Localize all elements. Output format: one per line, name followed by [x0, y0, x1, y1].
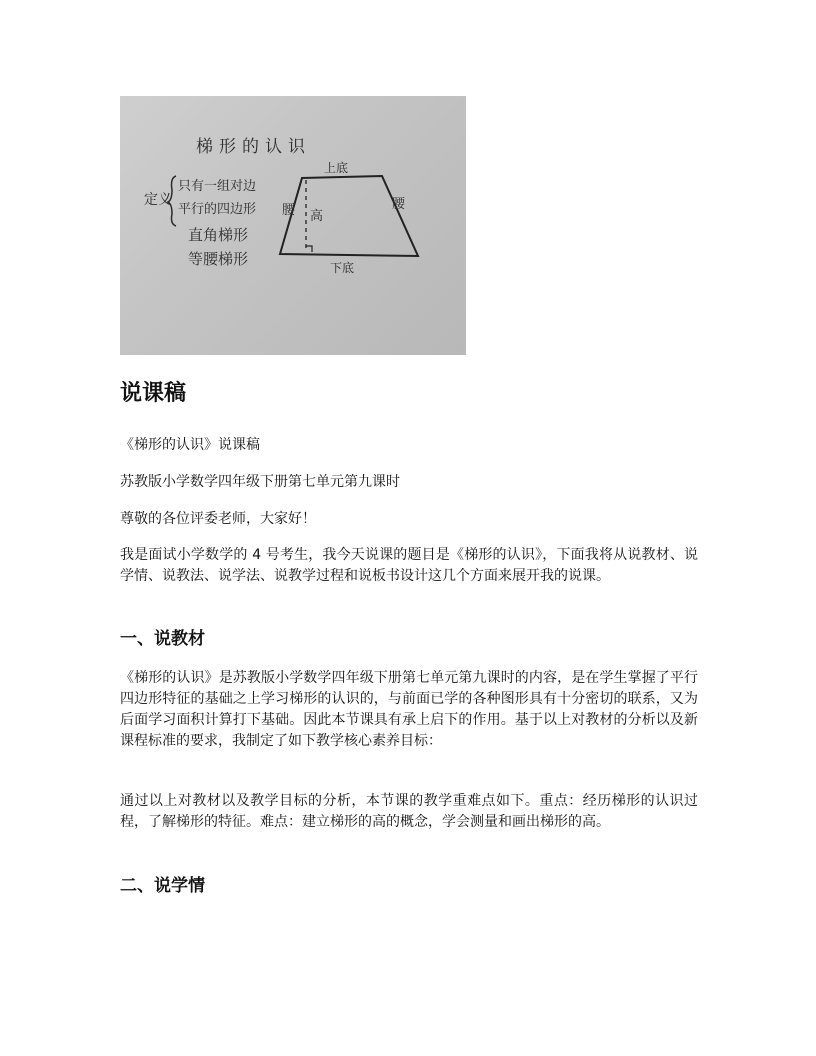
trapezoid-sketch-image	[120, 96, 466, 355]
photo-label-top-base: 上底	[324, 161, 349, 175]
photo-label-leg-right: 腰	[392, 197, 406, 212]
trapezoid-shape	[280, 176, 418, 256]
photo-title: 梯形的认识	[196, 137, 311, 157]
right-angle-mark	[306, 246, 312, 252]
photo-type1: 直角梯形	[188, 226, 249, 244]
doc-material-paragraph: 《梯形的认识》是苏教版小学数学四年级下册第七单元第九课时的内容，是在学生掌握了平行四边形特征的基础之上学习梯形的认识的，与前面已学的各种图形具有十分密切的联系，又为后面学习面积计算打下基础。因此本节课具有承上启下的作用。基于以上对教材的分析以及新课程标准的要求，我制定了如下教学核心素养目标：	[120, 670, 698, 749]
doc-greeting: 尊敬的各位评委老师，大家好！	[120, 511, 316, 527]
doc-course-info: 苏教版小学数学四年级下册第七单元第九课时	[120, 474, 400, 490]
photo-definition-line2: 平行的四边形	[178, 202, 257, 217]
doc-subtitle: 《梯形的认识》说课稿	[120, 437, 260, 453]
doc-key-points-paragraph: 通过以上对教材以及教学目标的分析，本节课的教学重难点如下。重点：经历梯形的认识过程，了解梯形的特征。难点：建立梯形的高的概念，学会测量和画出梯形的高。	[120, 793, 698, 830]
doc-intro-paragraph: 我是面试小学数学的 4 号考生，我今天说课的题目是《梯形的认识》，下面我将从说教材、说学情、说教法、说学法、说教学过程和说板书设计这几个方面来展开我的说课。	[120, 547, 698, 584]
section-title-student-analysis: 二、说学情	[120, 876, 205, 896]
brace-shape	[168, 176, 176, 226]
photo-definition-line1: 只有一组对边	[178, 179, 257, 194]
photo-label-bottom-base: 下底	[330, 261, 355, 275]
page-title: 说课稿	[120, 381, 187, 406]
photo-type2: 等腰梯形	[188, 250, 249, 268]
blackboard-photo	[120, 96, 466, 355]
section-title-teaching-material: 一、说教材	[120, 629, 205, 649]
photo-label-leg-left: 腰	[282, 203, 296, 218]
photo-label-height: 高	[310, 209, 324, 224]
photo-definition-label: 定义	[144, 192, 172, 208]
